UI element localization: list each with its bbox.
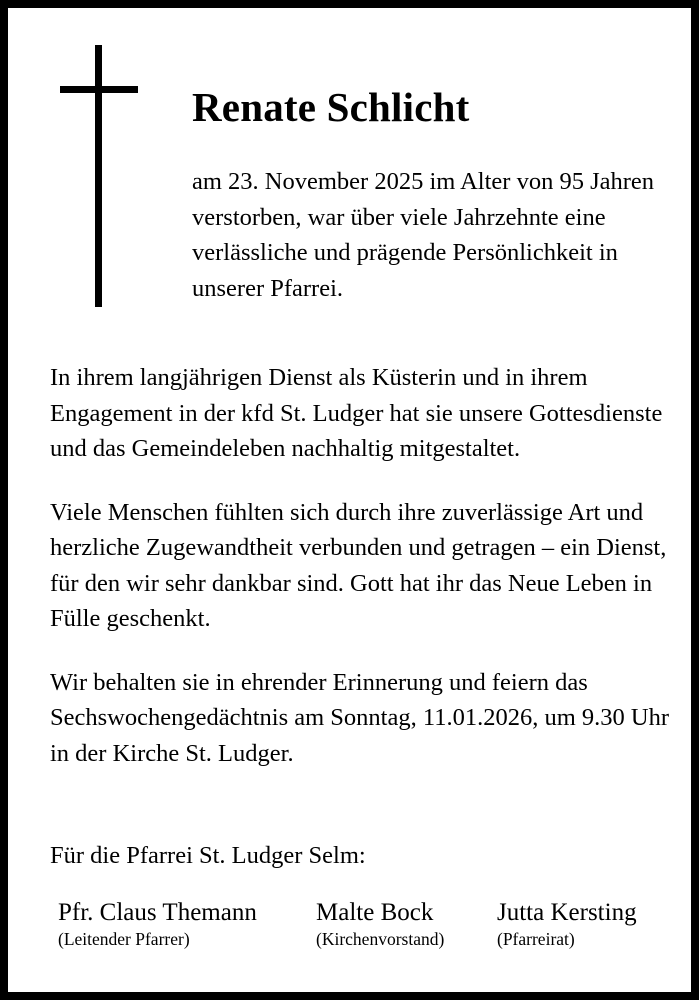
header-block <box>192 86 671 306</box>
signatory-column <box>497 898 637 950</box>
signatory-role: (Leitender Pfarrer) <box>58 929 190 949</box>
cross-crossbar <box>60 86 138 93</box>
signatory-column <box>58 898 257 950</box>
signatory-column <box>316 898 444 950</box>
body-block <box>50 360 673 771</box>
deceased-name: Renate Schlicht <box>192 84 470 130</box>
signatory-name: Pfr. Claus Themann <box>58 899 257 926</box>
signatory-role: (Kirchenvorstand) <box>316 929 445 949</box>
signatories-row <box>50 898 675 968</box>
latin-cross-icon <box>60 45 140 310</box>
signatory-name: Jutta Kersting <box>497 899 637 926</box>
signature-lead: Für die Pfarrei St. Ludger Selm: <box>50 842 366 869</box>
cross-stem <box>95 45 102 307</box>
body-paragraph-1: In ihrem langjährigen Dienst als Küsterin und in ihrem Engagement in der kfd St. Ludger hat sie unsere Gottesdienste und das Gemeindeleben nachhaltig mitgestaltet. <box>50 364 663 462</box>
body-paragraph-2: Viele Menschen fühlten sich durch ihre zuverlässige Art und herzliche Zugewandtheit verbunden und getragen – ein Dienst, für den wir sehr dankbar sind. Gott hat ihr das Neue Leben in Fülle geschenkt. <box>50 498 667 632</box>
intro-text: am 23. November 2025 im Alter von 95 Jahren verstorben, war über viele Jahrzehnte eine verlässliche und prägende Persönlichkeit in unserer Pfarrei. <box>192 168 655 302</box>
signatory-role: (Pfarreirat) <box>497 929 575 949</box>
notice-inner <box>8 8 691 992</box>
body-paragraph-3: Wir behalten sie in ehrender Erinnerung und feiern das Sechswochengedächtnis am Sonntag, 11.01.2026, um 9.30 Uhr in der Kirche St. Ludger. <box>50 668 669 767</box>
signatory-name: Malte Bock <box>316 899 434 926</box>
